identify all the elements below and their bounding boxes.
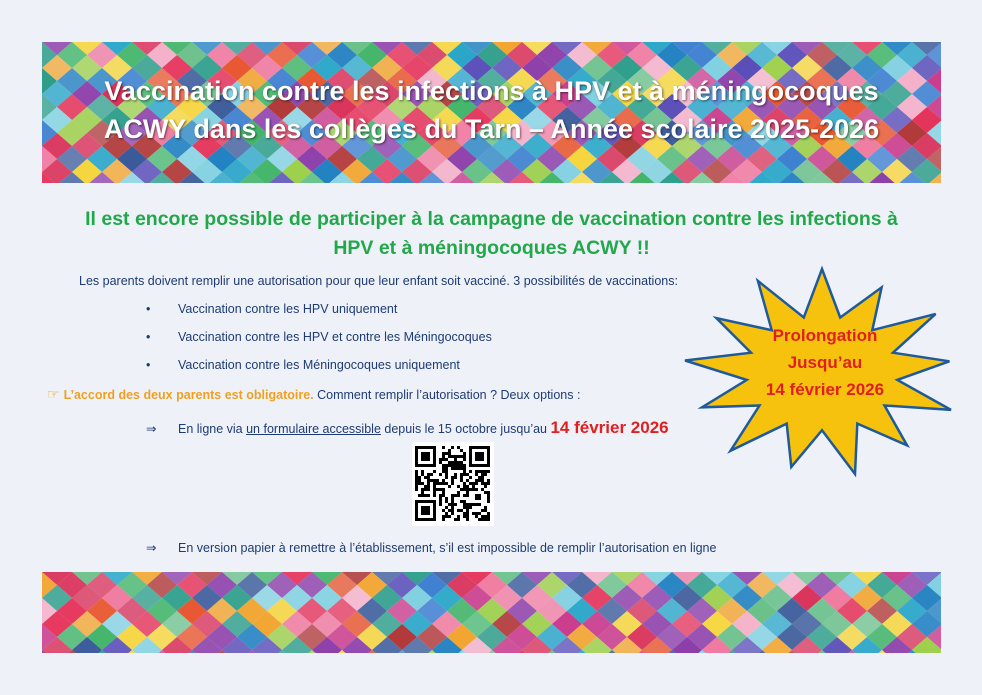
option-online <box>146 418 669 438</box>
bullet-icon: • <box>146 358 151 372</box>
qr-code[interactable] <box>412 442 494 526</box>
headline-line2: HPV et à méningocoques ACWY !! <box>333 237 650 259</box>
extension-line1: Prolongation <box>772 326 878 345</box>
pointing-hand-icon: ☞ <box>47 386 60 402</box>
deadline-date: 14 février 2026 <box>550 418 669 437</box>
list-item <box>146 330 492 344</box>
extension-line2: Jusqu’au <box>787 353 863 372</box>
bullet-icon: • <box>146 302 151 316</box>
headline-line1: Il est encore possible de participer à la campagne de vaccination contre les infections à <box>85 208 898 230</box>
extension-line3: 14 février 2026 <box>765 380 885 399</box>
arrow-icon: ⇒ <box>146 541 157 555</box>
bullet-text: Vaccination contre les HPV et contre les Méningocoques <box>178 330 492 344</box>
option-paper-text: En version papier à remettre à l’établissement, s’il est impossible de remplir l’autorisation en ligne <box>178 541 717 555</box>
form-link[interactable]: un formulaire accessible <box>246 422 381 436</box>
list-item <box>146 302 397 316</box>
banner-title-line2: ACWY dans les collèges du Tarn – Année scolaire 2025-2026 <box>103 114 880 144</box>
extension-notice <box>740 322 910 403</box>
arrow-icon: ⇒ <box>146 422 157 436</box>
mosaic-background <box>42 572 941 653</box>
headline <box>42 205 941 263</box>
option-paper <box>146 540 716 555</box>
option-online-middle: depuis le 15 octobre jusqu’au <box>380 422 551 436</box>
bullet-text: Vaccination contre les Méningocoques uniquement <box>178 358 460 372</box>
consent-rest: Comment remplir l’autorisation ? Deux options : <box>313 388 581 402</box>
bottom-banner <box>42 572 941 653</box>
intro-text: Les parents doivent remplir une autorisation pour que leur enfant soit vacciné. 3 possibilités de vaccinations: <box>79 274 678 288</box>
bullet-icon: • <box>146 330 151 344</box>
consent-notice <box>47 386 580 403</box>
banner-title-line1: Vaccination contre les infections à HPV et à méningocoques <box>104 76 879 106</box>
consent-strong: L’accord des deux parents est obligatoire. <box>63 388 314 402</box>
qr-code-icon <box>412 442 494 526</box>
banner-title <box>42 72 941 148</box>
top-banner <box>42 42 941 183</box>
bullet-text: Vaccination contre les HPV uniquement <box>178 302 398 316</box>
option-online-prefix: En ligne via <box>178 422 247 436</box>
list-item <box>146 358 460 372</box>
